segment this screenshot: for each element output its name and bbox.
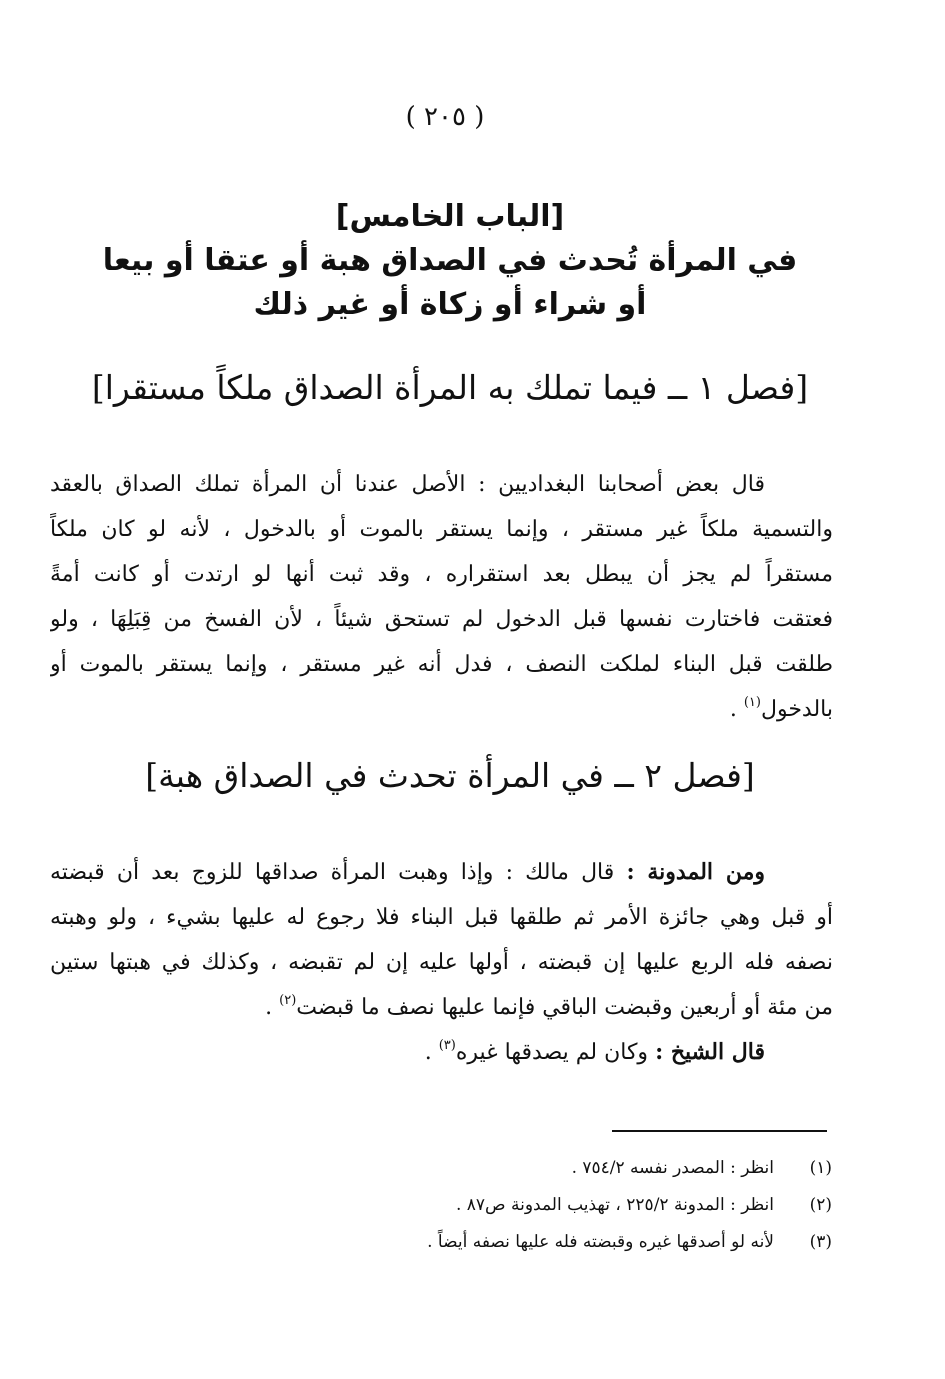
chapter-subtitle-line-2: أو شراء أو زكاة أو غير ذلك [253, 287, 647, 322]
paragraph-line: فعتقت فاختارت نفسها قبل الدخول لم تستحق شيئاً ، لأن الفسخ من قِبَلِهَا ، ولو [50, 607, 833, 632]
footnote-item [330, 1187, 832, 1224]
footnotes [330, 1150, 832, 1261]
chapter-title: [الباب الخامس] [335, 199, 565, 234]
paragraph-line: والتسمية ملكاً غير مستقر ، وإنما يستقر بالموت أو بالدخول ، لأنه لو كان ملكاً [50, 517, 833, 542]
paragraph-text: وكان لم يصدقها غيره [455, 1040, 656, 1065]
paragraph-line [50, 850, 833, 895]
page-number: ( ٢٠٥ ) [405, 102, 485, 132]
paragraph-line [50, 1030, 833, 1075]
paragraph-text: من مئة أو أربعين وقبضت الباقي فإنما عليها نصف ما قبضت [296, 995, 833, 1020]
footnote-reference-2: (٢) [279, 993, 297, 1008]
paragraph-line [50, 985, 833, 1030]
footnote-number: (٣) [809, 1232, 832, 1252]
footnote-item [330, 1224, 832, 1261]
paragraph-line: قال بعض أصحابنا البغداديين : الأصل عندنا أن المرأة تملك الصداق بالعقد [50, 472, 765, 497]
paragraph-line: مستقراً لم يجز أن يبطل بعد استقراره ، وقد ثبت أنها لو ارتدت أو كانت أمةً [50, 562, 833, 587]
section-2-paragraph [50, 850, 833, 1075]
footnote-reference-3: (٣) [438, 1038, 456, 1053]
chapter-subtitle-line-1: في المرأة تُحدث في الصداق هبة أو عتقا أو بيعا [102, 243, 798, 278]
footnote-text: انظر : المصدر نفسه ٧٥٤/٢ . [571, 1158, 774, 1178]
paragraph-text: بالدخول [760, 697, 833, 722]
source-lead: ومن المدونة : [626, 859, 765, 885]
footnote-reference-1: (١) [743, 695, 761, 710]
footnote-number: (٢) [809, 1195, 832, 1215]
footnote-item [330, 1150, 832, 1187]
paragraph-end: . [729, 697, 744, 722]
section-2-title: [فصل ٢ ــ في المرأة تحدث في الصداق هبة] [145, 756, 755, 795]
footnote-text: لأنه لو أصدقها غيره وقبضته فله عليها نصفه أيضاً . [427, 1232, 774, 1252]
paragraph-line [50, 687, 833, 732]
paragraph-line: أو قبل وهي جائزة الأمر ثم طلقها قبل البناء فلا رجوع له عليها بشيء ، ولو وهبته [50, 905, 833, 930]
section-1-paragraph [50, 462, 833, 732]
paragraph-text: قال مالك : وإذا وهبت المرأة صداقها للزوج بعد أن قبضته [50, 860, 627, 885]
paragraph-line: نصفه فله الربع عليها إن قبضته ، أولها عليه إن لم تقبضه ، وكذلك في هبتها ستين [50, 950, 833, 975]
footnote-number: (١) [809, 1158, 832, 1178]
paragraph-end: . [424, 1040, 439, 1065]
footnote-text: انظر : المدونة ٢٢٥/٢ ، تهذيب المدونة ص٨٧ . [455, 1195, 774, 1215]
sheikh-lead: قال الشيخ : [655, 1039, 765, 1065]
paragraph-line: طلقت قبل البناء لملكت النصف ، فدل أنه غير مستقر ، وإنما يستقر بالموت أو [50, 652, 833, 677]
section-1-title: [فصل ١ ــ فيما تملك به المرأة الصداق ملكاً مستقرا] [91, 368, 809, 407]
chapter-heading [60, 195, 840, 327]
paragraph-end: . [265, 995, 280, 1020]
footnote-divider [612, 1130, 827, 1132]
